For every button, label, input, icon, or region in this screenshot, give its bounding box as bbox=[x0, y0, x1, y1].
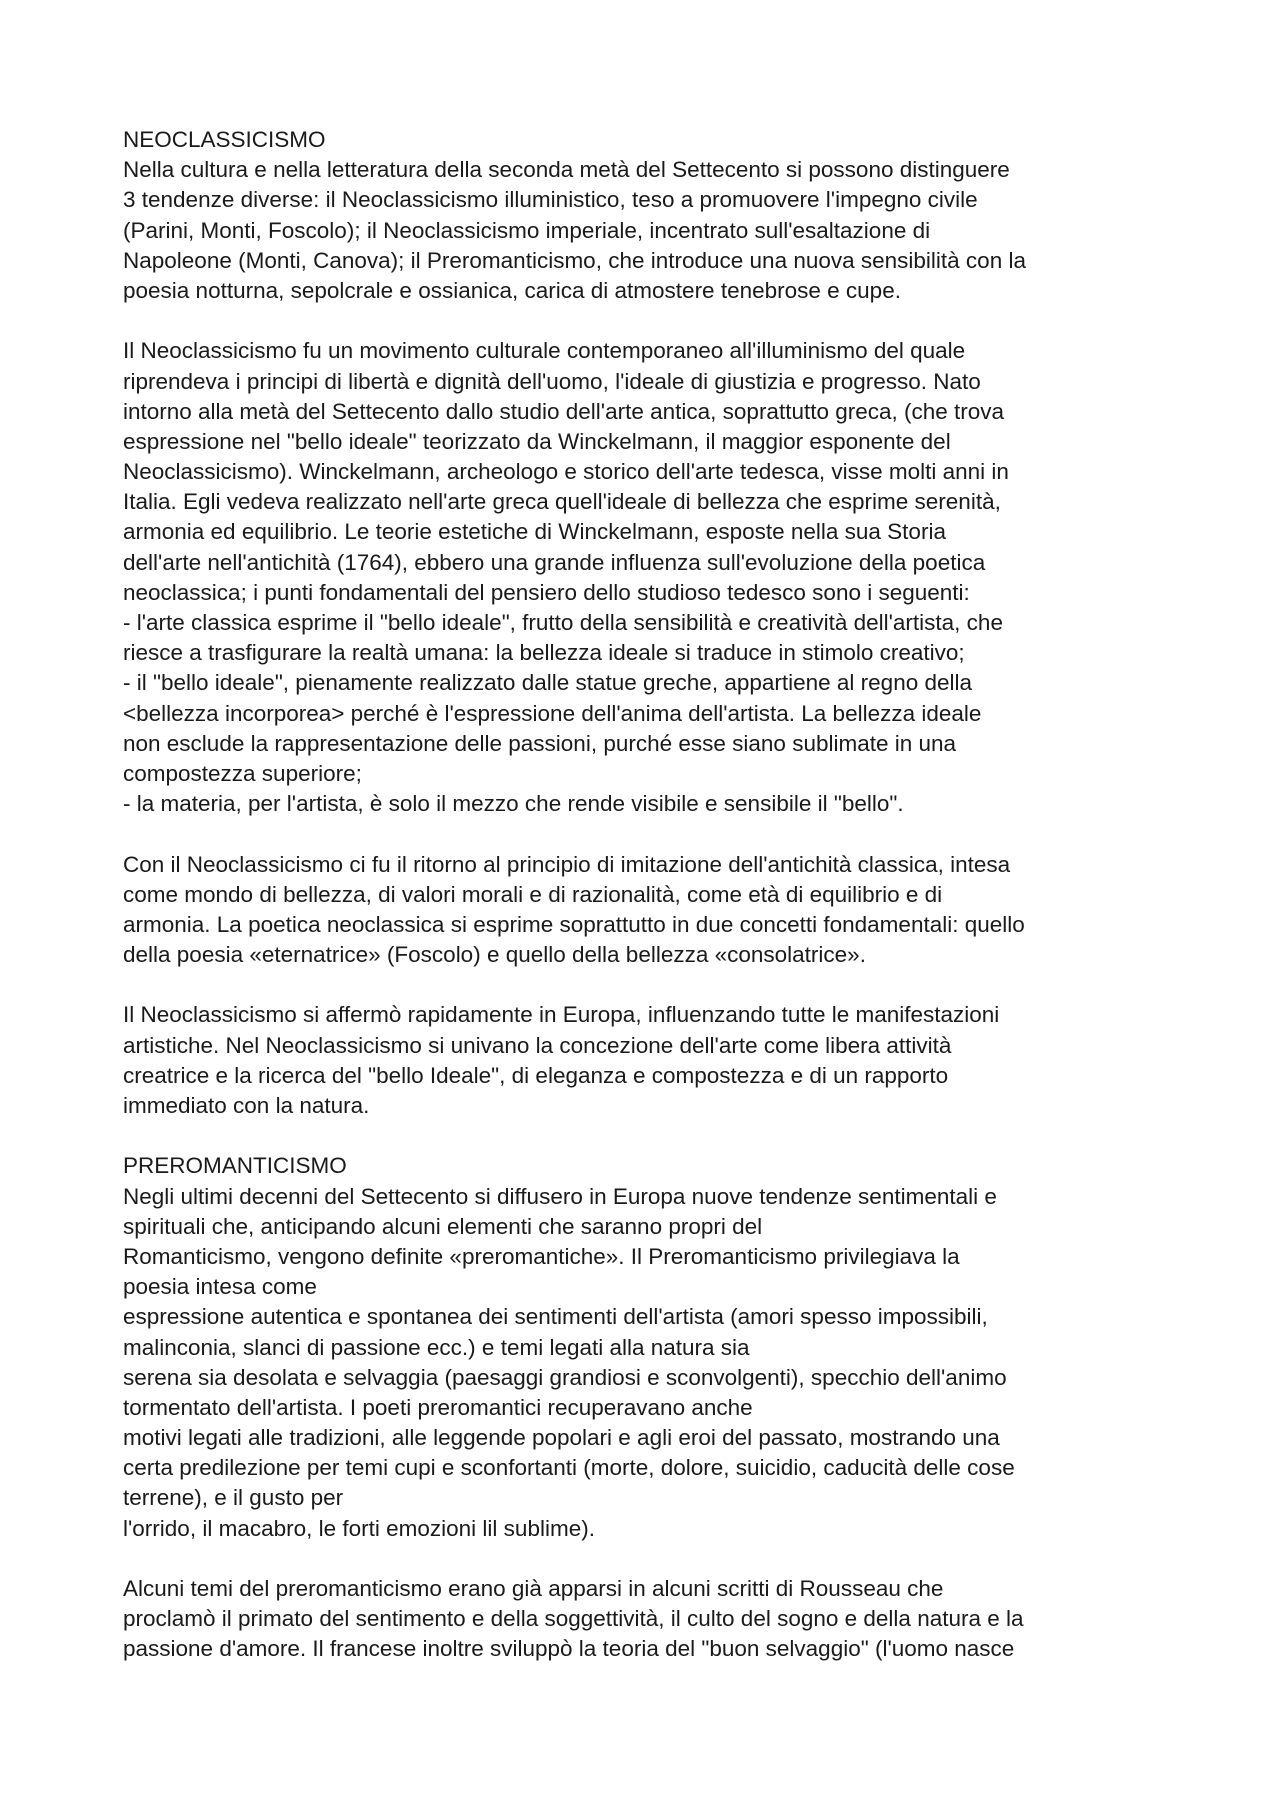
text-line: armonia. La poetica neoclassica si esprime soprattutto in due concetti fondamentali: quello bbox=[123, 911, 1025, 937]
paragraph bbox=[123, 1000, 1173, 1121]
text-line: PREROMANTICISMO bbox=[123, 1153, 347, 1179]
text-line: 3 tendenze diverse: il Neoclassicismo illuministico, teso a promuovere l'impegno civile bbox=[123, 187, 978, 213]
paragraph-spacer bbox=[123, 1544, 1173, 1574]
text-line: Napoleone (Monti, Canova); il Preromanticismo, che introduce una nuova sensibilità con la bbox=[123, 247, 1026, 273]
text-line: immediato con la natura. bbox=[123, 1093, 370, 1118]
text-line: espressione autentica e spontanea dei sentimenti dell'artista (amori spesso impossibili, bbox=[123, 1304, 988, 1330]
text-line: della poesia «eternatrice» (Foscolo) e quello della bellezza «consolatrice». bbox=[123, 942, 866, 968]
text-line: Italia. Egli vedeva realizzato nell'arte greca quell'ideale di bellezza che esprime serenità, bbox=[123, 489, 1001, 515]
text-line: motivi legati alle tradizioni, alle leggende popolari e agli eroi del passato, mostrando una bbox=[123, 1425, 1000, 1451]
section-heading bbox=[123, 1151, 1173, 1181]
text-line: - la materia, per l'artista, è solo il mezzo che rende visibile e sensibile il "bello". bbox=[123, 791, 904, 817]
paragraph-spacer bbox=[123, 819, 1173, 849]
text-line: - il "bello ideale", pienamente realizzato dalle statue greche, appartiene al regno della bbox=[123, 670, 973, 696]
text-line: certa predilezione per temi cupi e sconfortanti (morte, dolore, suicidio, caducità delle cose bbox=[123, 1455, 1015, 1481]
section-heading bbox=[123, 125, 1173, 155]
text-line: Romanticismo, vengono definite «preromantiche». Il Preromanticismo privilegiava la bbox=[123, 1243, 960, 1269]
paragraph bbox=[123, 1182, 1173, 1544]
text-line: Nella cultura e nella letteratura della seconda metà del Settecento si possono distinguere bbox=[123, 157, 1010, 183]
text-line: proclamò il primato del sentimento e della soggettività, il culto del sogno e della natura e la bbox=[123, 1606, 1024, 1632]
text-line: terrene), e il gusto per bbox=[123, 1485, 344, 1511]
paragraph bbox=[123, 155, 1173, 306]
text-line: riesce a trasfigurare la realtà umana: la bellezza ideale si traduce in stimolo creativo; bbox=[123, 640, 965, 666]
document-page bbox=[123, 125, 1173, 1665]
text-line: poesia intesa come bbox=[123, 1274, 317, 1300]
paragraph bbox=[123, 336, 1173, 819]
paragraph-spacer bbox=[123, 1121, 1173, 1151]
text-line: poesia notturna, sepolcrale e ossianica, carica di atmostere tenebrose e cupe. bbox=[123, 277, 901, 303]
text-line: Con il Neoclassicismo ci fu il ritorno al principio di imitazione dell'antichità classica, intesa bbox=[123, 851, 1011, 877]
document-body bbox=[123, 125, 1173, 1665]
text-line: come mondo di bellezza, di valori morali e di razionalità, come età di equilibrio e di bbox=[123, 881, 943, 907]
text-line: spirituali che, anticipando alcuni elementi che saranno propri del bbox=[123, 1213, 763, 1239]
text-line: dell'arte nell'antichità (1764), ebbero una grande influenza sull'evoluzione della poetica bbox=[123, 549, 986, 575]
text-line: Negli ultimi decenni del Settecento si diffusero in Europa nuove tendenze sentimentali e bbox=[123, 1183, 997, 1209]
text-line: - l'arte classica esprime il "bello ideale", frutto della sensibilità e creatività dell'artista, che bbox=[123, 610, 1003, 635]
text-line: passione d'amore. Il francese inoltre sviluppò la teoria del "buon selvaggio" (l'uomo nasce bbox=[123, 1636, 1015, 1662]
text-line: non esclude la rappresentazione delle passioni, purché esse siano sublimate in una bbox=[123, 730, 957, 756]
text-line: armonia ed equilibrio. Le teorie estetiche di Winckelmann, esposte nella sua Storia bbox=[123, 519, 946, 545]
text-line: Alcuni temi del preromanticismo erano già apparsi in alcuni scritti di Rousseau che bbox=[123, 1576, 944, 1601]
text-line: espressione nel "bello ideale" teorizzato da Winckelmann, il maggior esponente del bbox=[123, 428, 951, 454]
text-line: compostezza superiore; bbox=[123, 760, 362, 786]
paragraph-spacer bbox=[123, 306, 1173, 336]
text-line: riprendeva i principi di libertà e dignità dell'uomo, l'ideale di giustizia e progresso. Nato bbox=[123, 368, 981, 394]
text-line: Il Neoclassicismo fu un movimento culturale contemporaneo all'illuminismo del quale bbox=[123, 338, 966, 364]
text-line: serena sia desolata e selvaggia (paesaggi grandiosi e sconvolgenti), specchio dell'animo bbox=[123, 1364, 1007, 1390]
text-line: neoclassica; i punti fondamentali del pensiero dello studioso tedesco sono i seguenti: bbox=[123, 579, 970, 605]
text-line: malinconia, slanci di passione ecc.) e temi legati alla natura sia bbox=[123, 1334, 750, 1360]
text-line: l'orrido, il macabro, le forti emozioni lil sublime). bbox=[123, 1515, 595, 1541]
text-line: Neoclassicismo). Winckelmann, archeologo e storico dell'arte tedesca, visse molti anni in bbox=[123, 459, 1009, 485]
text-line: Il Neoclassicismo si affermò rapidamente in Europa, influenzando tutte le manifestazioni bbox=[123, 1002, 1000, 1028]
text-line: (Parini, Monti, Foscolo); il Neoclassicismo imperiale, incentrato sull'esaltazione di bbox=[123, 217, 931, 243]
text-line: <bellezza incorporea> perché è l'espressione dell'anima dell'artista. La bellezza ideale bbox=[123, 700, 982, 726]
paragraph bbox=[123, 1574, 1173, 1665]
text-line: artistiche. Nel Neoclassicismo si univano la concezione dell'arte come libera attività bbox=[123, 1032, 952, 1058]
text-line: creatrice e la ricerca del "bello Ideale", di eleganza e compostezza e di un rapporto bbox=[123, 1062, 949, 1088]
paragraph bbox=[123, 850, 1173, 971]
paragraph-spacer bbox=[123, 970, 1173, 1000]
text-line: intorno alla metà del Settecento dallo studio dell'arte antica, soprattutto greca, (che trova bbox=[123, 398, 1005, 424]
text-line: NEOCLASSICISMO bbox=[123, 127, 326, 152]
text-line: tormentato dell'artista. I poeti preromantici recuperavano anche bbox=[123, 1394, 753, 1420]
